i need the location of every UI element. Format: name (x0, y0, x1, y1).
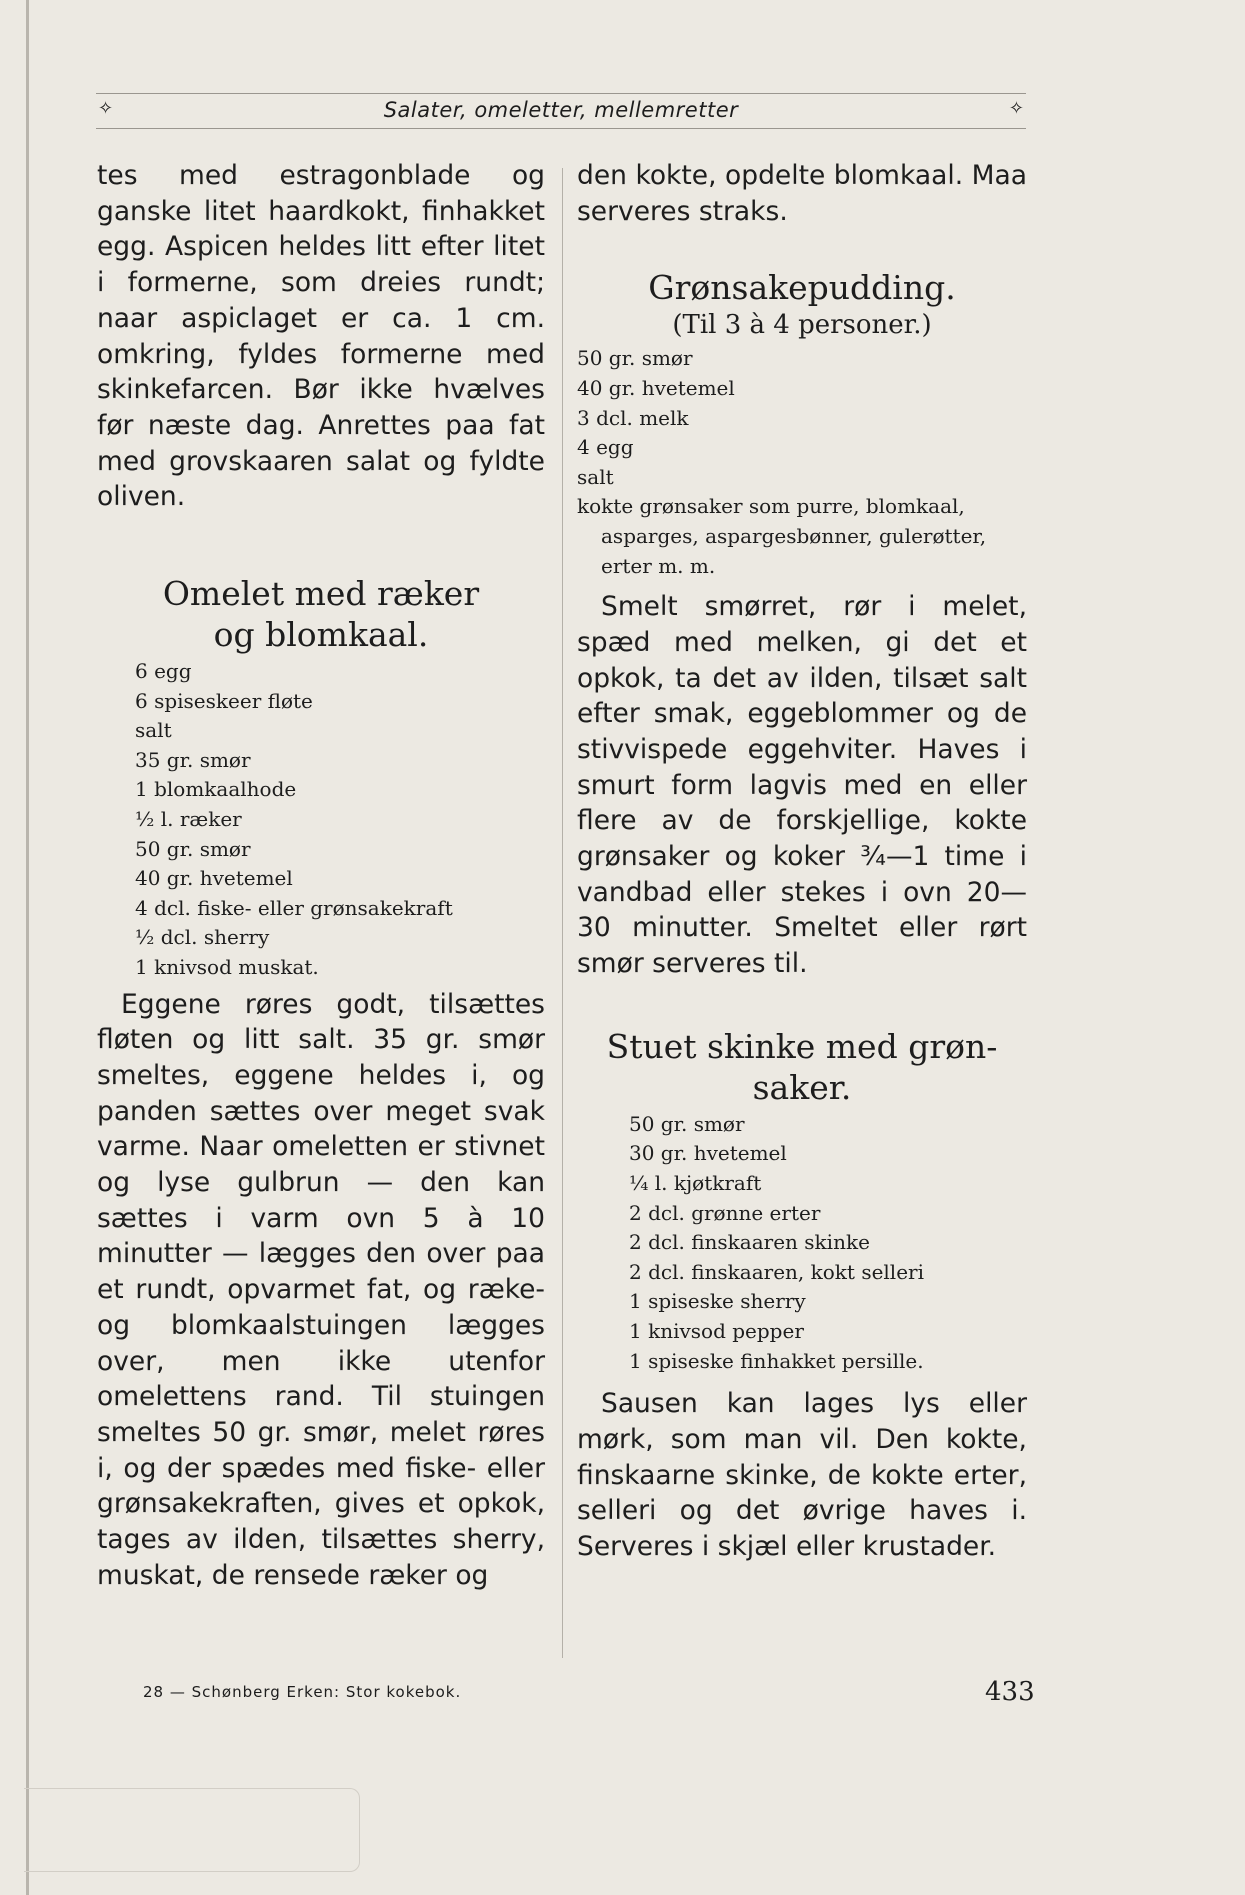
ingredient-item: 1 spiseske sherry (629, 1289, 806, 1314)
recipe-body-pudding: Smelt smørret, rør i melet, spæd med melken, gi det et opkok, ta det av ilden, tilsæt salt efter smak, eggeblommer og de stivvispede eggehviter. Haves i smurt form lagvis med en eller flere av de forskjellige, kokte grønsaker og koker ¾—1 time i vandbad eller stekes i ovn 20—30 minutter. Smeltet eller rørt smør serveres til. (577, 591, 1027, 980)
page-gutter-line (26, 0, 29, 1895)
recipe-body-omelet: Eggene røres godt, tilsættes fløten og litt salt. 35 gr. smør smeltes, eggene heldes i, og panden sættes over meget svak varme. Naar omeletten er stivnet og lyse gulbrun — den kan sættes i varm ovn 5 à 10 minutter — lægges den over paa et rundt, opvarmet fat, og ræke- og blomkaalstuingen lægges over, men ikke utenfor omelettens rand. Til stuingen smeltes 50 gr. smør, melet røres i, og der spædes med fiske- eller grønsakekraften, gives et opkok, tages av ilden, tilsættes sherry, muskat, de rensede ræker og (97, 988, 545, 1591)
page-number: 433 (985, 1677, 1035, 1707)
ingredient-item: kokte grønsaker som purre, blomkaal, asparges, aspargesbønner, gulerøtter, erter m. m. (577, 494, 987, 578)
ingredient-item: ½ dcl. sherry (135, 925, 270, 950)
recipe-body-skinke: Sausen kan lages lys eller mørk, som man vil. Den kokte, finskaarne skinke, de kokte erter, selleri og det øvrige haves i. Serveres i skjæl eller krustader. (577, 1388, 1027, 1563)
ingredient-item: 50 gr. smør (629, 1111, 745, 1136)
ingredient-item: 40 gr. hvetemel (135, 866, 293, 891)
ingredient-item: 40 gr. hvetemel (577, 376, 735, 400)
ingredient-list-pudding (577, 344, 1027, 581)
ingredient-item: 50 gr. smør (577, 346, 693, 371)
recipe-title-omelet-line1: Omelet med ræker (162, 574, 480, 614)
ingredient-item: 6 spiseskeer fløte (135, 688, 313, 713)
ingredient-item: 4 dcl. fiske- eller grønsakekraft (135, 895, 453, 920)
ingredient-item: 1 knivsod muskat. (135, 954, 319, 979)
ornament-icon-right: ✧ (1008, 98, 1024, 119)
ingredient-item: 2 dcl. grønne erter (629, 1200, 821, 1225)
ingredient-item: 2 dcl. finskaaren skinke (629, 1230, 870, 1255)
ingredient-item: salt (577, 464, 614, 489)
footer-signature: 28 — Schønberg Erken: Stor kokebok. (143, 1683, 462, 1701)
recipe-subtitle-pudding: (Til 3 à 4 personer.) (672, 310, 932, 341)
ingredient-item: 1 blomkaalhode (135, 777, 297, 802)
ingredient-item: 1 knivsod pepper (629, 1319, 804, 1344)
ingredient-list-skinke (629, 1110, 1027, 1376)
ingredient-item: ¼ l. kjøtkraft (629, 1171, 762, 1196)
recipe-title-skinke-line2: saker. (752, 1067, 852, 1107)
recipe-title-pudding: Grønsakepudding. (648, 268, 956, 308)
continuation-paragraph-left: tes med estragonblade og ganske litet haardkokt, finhakket egg. Aspicen heldes litt efter litet i formerne, som dreies rundt; naar aspiclaget er ca. 1 cm. omkring, fyldes formerne med skinkefarcen. Bør ikke hvælves før næste dag. Anrettes paa fat med grovskaaren salat og fyldte oliven. (97, 160, 545, 513)
ornament-icon-left: ✧ (98, 98, 114, 119)
running-header-title: Salater, omeletter, mellemretter (383, 98, 739, 122)
ingredient-item: 30 gr. hvetemel (629, 1141, 787, 1166)
right-column (577, 158, 1027, 1565)
left-column (97, 158, 545, 1594)
column-divider (562, 168, 563, 1658)
continuation-paragraph-right: den kokte, opdelte blomkaal. Maa serveres straks. (577, 160, 1027, 227)
running-header (96, 93, 1026, 129)
ingredient-item: 35 gr. smør (135, 747, 251, 772)
ingredient-item: salt (135, 718, 172, 743)
ingredient-item: 3 dcl. melk (577, 405, 689, 430)
recipe-title-omelet-line2: og blomkaal. (213, 615, 429, 655)
ingredient-item: 1 spiseske finhakket persille. (629, 1348, 924, 1373)
page-edge-mark (24, 1788, 360, 1872)
ingredient-item: 50 gr. smør (135, 836, 251, 861)
ingredient-list-omelet (135, 657, 545, 983)
ingredient-item: ½ l. ræker (135, 807, 242, 831)
ingredient-item: 6 egg (135, 659, 192, 684)
ingredient-item: 2 dcl. finskaaren, kokt selleri (629, 1259, 924, 1284)
recipe-title-skinke-line1: Stuet skinke med grøn- (606, 1026, 998, 1066)
ingredient-item: 4 egg (577, 435, 634, 460)
